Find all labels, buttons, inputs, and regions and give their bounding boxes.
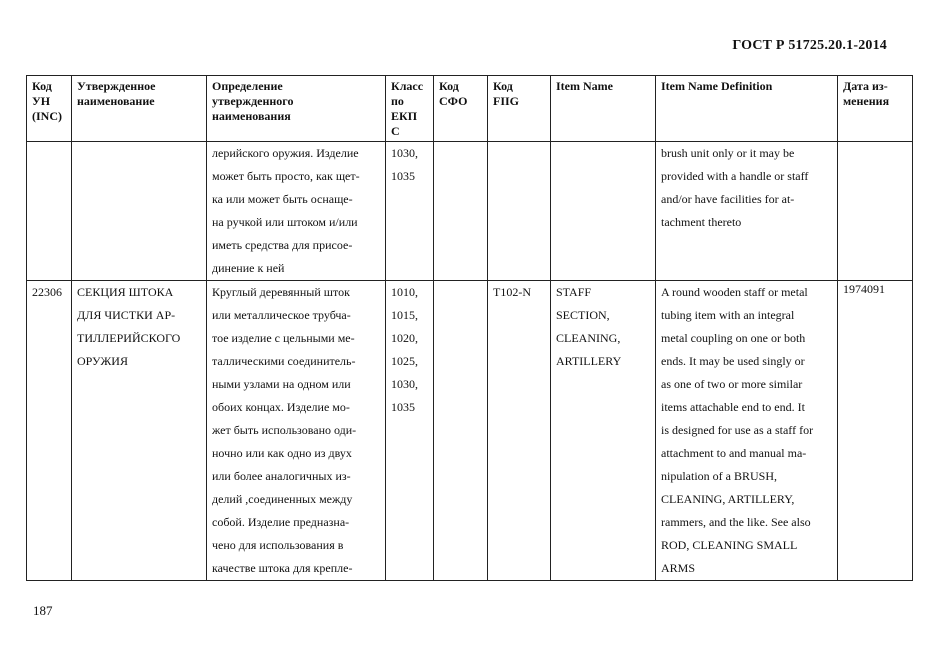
col-header-fiig: Код FIIG — [488, 76, 551, 142]
item-name-definition-cell: brush unit only or it may be provided with a handle or staff and/or have facilities for at- tachment thereto — [656, 142, 838, 281]
item-name-cell — [551, 142, 656, 281]
class-cell: 1030, 1035 — [386, 142, 434, 281]
fiig-cell: T102-N — [488, 281, 551, 581]
fiig-cell — [488, 142, 551, 281]
document-code: ГОСТ Р 51725.20.1-2014 — [732, 38, 887, 53]
col-header-approved-name: Утвержденное наименование — [72, 76, 207, 142]
col-header-item-name-definition: Item Name Definition — [656, 76, 838, 142]
sfo-cell — [434, 142, 488, 281]
inc-cell — [27, 142, 72, 281]
col-header-sfo: Код СФО — [434, 76, 488, 142]
change-date-cell — [838, 142, 913, 281]
table-row — [27, 281, 913, 581]
class-cell: 1010, 1015, 1020, 1025, 1030, 1035 — [386, 281, 434, 581]
col-header-item-name: Item Name — [551, 76, 656, 142]
nomenclature-table — [26, 75, 913, 581]
table-row — [27, 142, 913, 281]
header-row — [27, 76, 913, 142]
col-header-definition: Определение утвержденного наименования — [207, 76, 386, 142]
definition-cell: лерийского оружия. Изделие может быть просто, как щет- ка или может быть оснаще- на ручкой или штоком и/или иметь средства для присое- динение к ней — [207, 142, 386, 281]
col-header-inc: Код УН (INC) — [27, 76, 72, 142]
page-number: 187 — [33, 603, 53, 618]
definition-cell: Круглый деревянный шток или металлическое трубча- тое изделие с цельными ме- таллическими соединитель- ными узлами на одном или обоих концах. Изделие мо- жет быть использовано оди- ночно или как одно из двух или более аналогичных из- делий ,соединенных между собой. Изделие предназна- чено для использования в качестве штока для крепле- — [207, 281, 386, 581]
inc-cell: 22306 — [27, 281, 72, 581]
item-name-cell: STAFF SECTION, CLEANING, ARTILLERY — [551, 281, 656, 581]
col-header-change-date: Дата из- менения — [838, 76, 913, 142]
col-header-class: Класс по ЕКП С — [386, 76, 434, 142]
sfo-cell — [434, 281, 488, 581]
approved-name-cell: СЕКЦИЯ ШТОКА ДЛЯ ЧИСТКИ АР- ТИЛЛЕРИЙСКОГО ОРУЖИЯ — [72, 281, 207, 581]
item-name-definition-cell: A round wooden staff or metal tubing item with an integral metal coupling on one or both ends. It may be used singly or as one of two or more similar items attachable end to end. It is designed for use as a staff for attachment to and manual ma- nipulation of a BRUSH, CLEANING, ARTILLERY, rammers, and the like. See also ROD, CLEANING SMALL ARMS — [656, 281, 838, 581]
approved-name-cell — [72, 142, 207, 281]
change-date-cell: 1974091 — [838, 281, 913, 581]
